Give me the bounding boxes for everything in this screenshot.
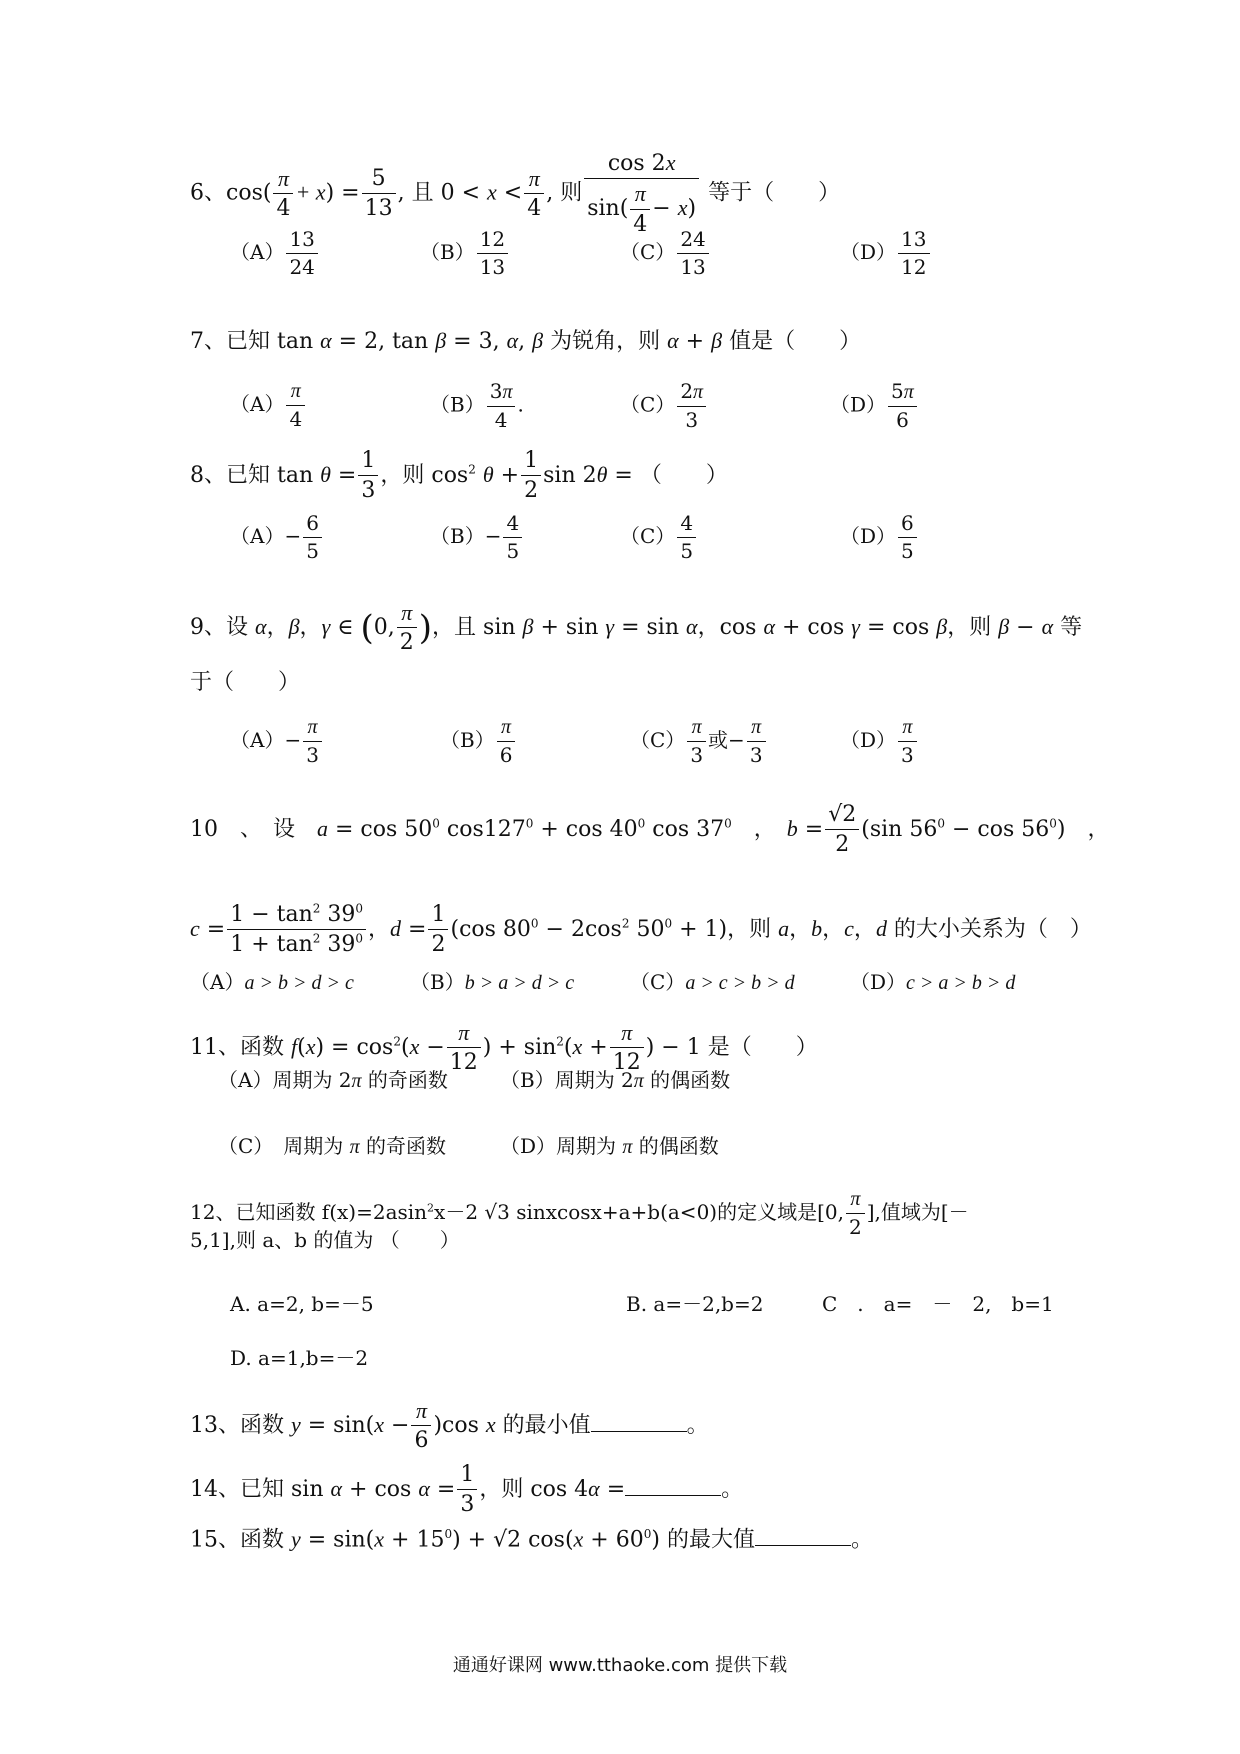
question-12-cont: 5,1],则 a、b 的值为 （ ） bbox=[190, 1228, 460, 1252]
q12-option-c[interactable]: C . a= － 2, b=1 bbox=[822, 1292, 1054, 1316]
q10-option-c[interactable]: （C）a > c > b > d bbox=[630, 970, 795, 994]
q7-option-a[interactable]: （A） $\frac{\pi}{4}$ bbox=[230, 380, 307, 431]
q8-option-a[interactable]: （A）− $\frac{6}{5}$ bbox=[230, 512, 324, 563]
q7-option-b[interactable]: （B） $\frac{3\pi}{4}$ . bbox=[430, 379, 524, 432]
question-9-cont: 于（ ） bbox=[190, 670, 301, 695]
q8-option-b[interactable]: （B）− $\frac{4}{5}$ bbox=[430, 512, 524, 563]
q8-option-d[interactable]: （D） $\frac{6}{5}$ bbox=[840, 512, 919, 563]
question-6: 6、cos( $\frac{\pi}{4}$ + x) = $\frac{5}{13}$ , 且 0 < x < $\frac{\pi}{4}$ , 则 cos 2x sin( $\frac{\pi}{4}$ − x) 等于（ ） bbox=[190, 150, 841, 237]
q6-option-b[interactable]: （B） $\frac{12}{13}$ bbox=[420, 228, 510, 279]
q12-option-a[interactable]: A. a=2, b=－5 bbox=[230, 1292, 374, 1316]
q6-option-d[interactable]: （D） $\frac{13}{12}$ bbox=[840, 228, 932, 279]
answer-blank-15[interactable] bbox=[755, 1545, 851, 1546]
answer-blank-13[interactable] bbox=[591, 1431, 687, 1432]
question-10: 10 、 设 $a = \cos 50^0$ $\cos 127^0 + \cos 40^0$ $\cos 37^0$ ， b = $\frac{√2}{2}$ (sin $56^0 - \cos 56^0$) ， bbox=[190, 802, 1110, 858]
question-11: 11、函数 $f(x) = \cos^2(x$ − $\frac{\pi}{12}$ ) + $\sin^2(x$ + $\frac{\pi}{12}$ ) − 1 是（ ） bbox=[190, 1020, 818, 1076]
question-12: 12、已知函数 f(x)=2asin$^2$x－2 √3 sinxcosx+a+b(a<0)的定义域是[0, $\frac{\pi}{2}$ ],值域为[－ bbox=[190, 1188, 969, 1239]
q10-option-a[interactable]: （A）a > b > d > c bbox=[190, 970, 354, 994]
q9-option-b[interactable]: （B） $\frac{\pi}{6}$ bbox=[440, 716, 517, 767]
q11-option-b[interactable]: （B）周期为 2π 的偶函数 bbox=[500, 1068, 731, 1092]
q6-option-c[interactable]: （C） $\frac{24}{13}$ bbox=[620, 228, 711, 279]
q10-option-b[interactable]: （B）b > a > d > c bbox=[410, 970, 575, 994]
q7-option-d[interactable]: （D） $\frac{5\pi}{6}$ bbox=[830, 380, 919, 432]
question-7: 7、已知 tan α = 2, tan β = 3, α, β 为锐角，则 α + β 值是（ ） bbox=[190, 328, 862, 354]
question-14: 14、已知 sin α + cos α = $\frac{1}{3}$ ，则 cos 4α = 。 bbox=[190, 1462, 744, 1518]
q11-option-a[interactable]: （A）周期为 2π 的奇函数 bbox=[218, 1068, 448, 1092]
question-13: 13、函数 y = sin(x − $\frac{\pi}{6}$ )cos x 的最小值 。 bbox=[190, 1398, 709, 1454]
q11-option-d[interactable]: （D）周期为 π 的偶函数 bbox=[500, 1134, 719, 1158]
q9-option-a[interactable]: （A）− $\frac{\pi}{3}$ bbox=[230, 716, 324, 767]
q11-option-c[interactable]: （C） 周期为 π 的奇函数 bbox=[218, 1134, 447, 1158]
question-15: 15、函数 $y = \sin(x + 15^0) + √2$ $\cos(x + 60^0)$ 的最大值 。 bbox=[190, 1526, 873, 1553]
q7-option-c[interactable]: （C） $\frac{2\pi}{3}$ bbox=[620, 380, 708, 432]
footer-credit: 通通好课网 www.tthaoke.com 提供下载 bbox=[452, 1655, 788, 1676]
q12-option-b[interactable]: B. a=－2,b=2 bbox=[626, 1292, 764, 1316]
question-10-cont: c = $\frac{1 - \tan^2 39^0}{1 + \tan^2 39^0}$ ，d = $\frac{1}{2}$ (cos $80^0 - 2\cos^2$ $50^0 + 1$)，则 a，b，c，d 的大小关系为（ ） bbox=[190, 901, 1092, 958]
q9-option-c[interactable]: （C） $\frac{\pi}{3}$ 或− $\frac{\pi}{3}$ bbox=[630, 716, 768, 767]
q9-option-d[interactable]: （D） $\frac{\pi}{3}$ bbox=[840, 716, 919, 767]
q10-option-d[interactable]: （D）c > a > b > d bbox=[850, 970, 1016, 994]
answer-blank-14[interactable] bbox=[625, 1495, 721, 1496]
question-9: 9、设 α，β，γ ∈ (0, $\frac{\pi}{2}$ )，且 sin β + sin γ = sin α，cos α + cos γ = cos β，则 β − α 等 bbox=[190, 600, 1083, 656]
q6-option-a[interactable]: （A） $\frac{13}{24}$ bbox=[230, 228, 320, 279]
q8-option-c[interactable]: （C） $\frac{4}{5}$ bbox=[620, 512, 698, 563]
question-8: 8、已知 tan θ = $\frac{1}{3}$ ，则 $\cos^2 \theta$ + $\frac{1}{2}$ sin 2θ = （ ） bbox=[190, 448, 728, 504]
q12-option-d[interactable]: D. a=1,b=－2 bbox=[230, 1346, 369, 1370]
